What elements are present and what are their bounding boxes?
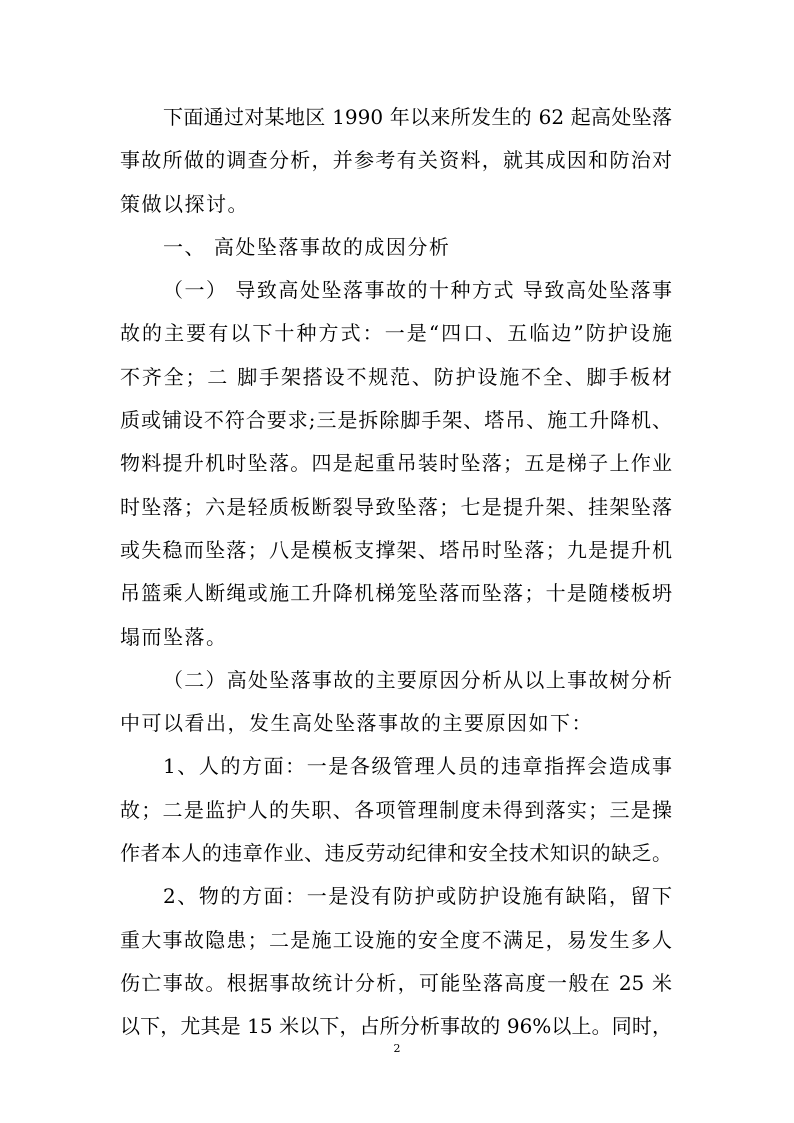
paragraph-line: 伤亡事故。根据事故统计分析，可能坠落高度一般在 25 米 [120, 970, 672, 995]
paragraph-line: 中可以看出，发生高处坠落事故的主要原因如下： [120, 711, 593, 736]
paragraph-intro [120, 96, 672, 226]
page-number: 2 [393, 1042, 401, 1055]
paragraph-line: 故；二是监护人的失职、各项管理制度未得到落实；三是操 [120, 797, 672, 822]
paragraph-line: 物料提升机时坠落。四是起重吊装时坠落；五是梯子上作业 [120, 451, 672, 476]
paragraph-line: 事故所做的调查分析，并参考有关资料，就其成因和防治对 [120, 148, 672, 173]
paragraph-line: 或失稳而坠落；八是模板支撑架、塔吊时坠落；九是提升机 [120, 537, 672, 562]
paragraph-line: 作者本人的违章作业、违反劳动纪律和安全技术知识的缺乏。 [120, 841, 672, 866]
paragraph-line: 策做以探讨。 [120, 191, 249, 216]
paragraph-material-factors [120, 875, 672, 1048]
paragraph-line: 故的主要有以下十种方式：一是“四口、五临边”防护设施 [120, 321, 672, 346]
paragraph-line: 吊篮乘人断绳或施工升降机梯笼坠落而坠落；十是随楼板坍 [120, 581, 672, 606]
paragraph-line: 1、人的方面：一是各级管理人员的违章指挥会造成事 [163, 754, 672, 779]
paragraph-line: （一） 导致高处坠落事故的十种方式 导致高处坠落事 [163, 278, 672, 303]
paragraph-line: 时坠落；六是轻质板断裂导致坠落；七是提升架、挂架坠落 [120, 494, 672, 519]
paragraph-line: 塌而坠落。 [120, 624, 228, 649]
paragraph-line: 不齐全；二 脚手架搭设不规范、防护设施不全、脚手板材 [120, 364, 672, 389]
paragraph-line: 2、物的方面：一是没有防护或防护设施有缺陷，留下 [163, 884, 672, 909]
paragraph-line: 质或铺设不符合要求;三是拆除脚手架、塔吊、施工升降机、 [120, 408, 672, 433]
heading-line: 一、 高处坠落事故的成因分析 [163, 234, 451, 259]
paragraph-line: 下面通过对某地区 1990 年以来所发生的 62 起高处坠落 [163, 105, 672, 129]
section-heading [120, 226, 672, 269]
paragraph-main-causes [120, 659, 672, 746]
paragraph-line: 重大事故隐患；二是施工设施的安全度不满足，易发生多人 [120, 927, 672, 952]
paragraph-line: （二）高处坠落事故的主要原因分析从以上事故树分析 [163, 667, 672, 692]
body-text [120, 96, 672, 1049]
paragraph-fall-modes [120, 269, 672, 659]
paragraph-human-factors [120, 745, 672, 875]
paragraph-line: 以下，尤其是 15 米以下，占所分析事故的 96%以上。同时， [120, 1014, 672, 1039]
